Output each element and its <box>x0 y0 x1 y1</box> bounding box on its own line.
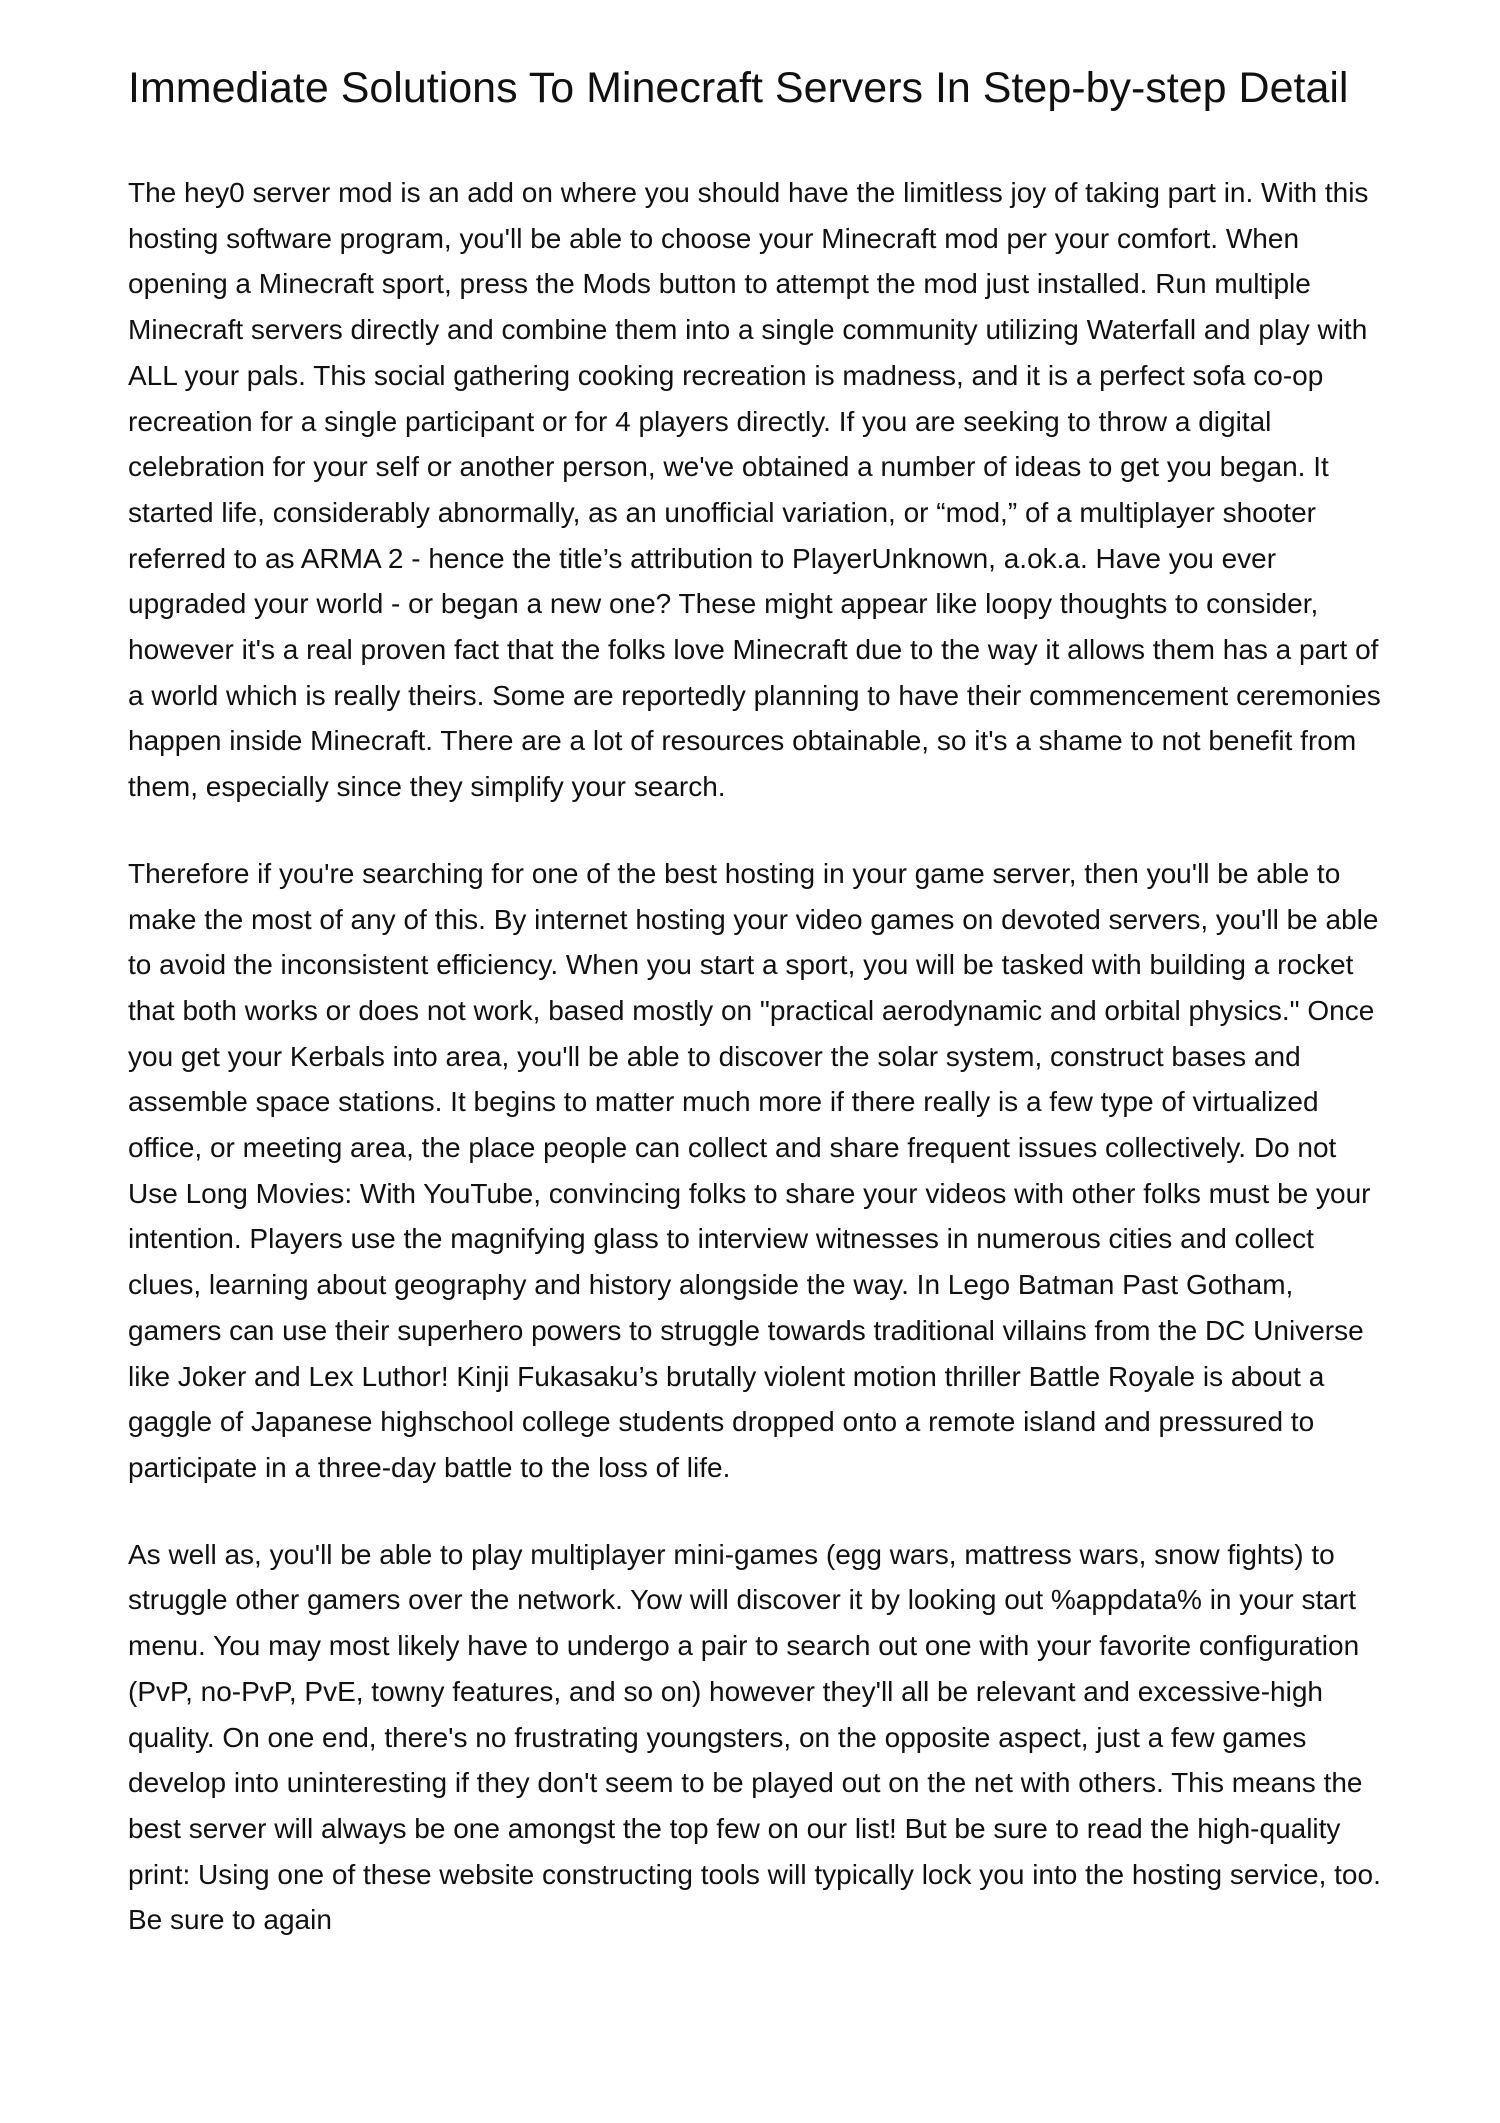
paragraph-1: The hey0 server mod is an add on where you should have the limitless joy of taking part in. With this hosting software program, you'll be able to choose your Minecraft mod per your comfort. When opening a Minecraft sport, press the Mods button to attempt the mod just installed. Run multiple Minecraft servers directly and combine them into a single community utilizing Waterfall and play with ALL your pals. This social gathering cooking recreation is madness, and it is a perfect sofa co-op recreation for a single participant or for 4 players directly. If you are seeking to throw a digital celebration for your self or another person, we've obtained a number of ideas to get you began. It started life, considerably abnormally, as an unofficial variation, or “mod,” of a multiplayer shooter referred to as ARMA 2 - hence the title’s attribution to PlayerUnknown, a.ok.a. Have you ever upgraded your world - or began a new one? These might appear like loopy thoughts to consider, however it's a real proven fact that the folks love Minecraft due to the way it allows them has a part of a world which is really theirs. Some are reportedly planning to have their commencement ceremonies happen inside Minecraft. There are a lot of resources obtainable, so it's a shame to not benefit from them, especially since they simplify your search. <box>128 177 1381 803</box>
paragraph-2: Therefore if you're searching for one of the best hosting in your game server, then you'll be able to make the most of any of this. By internet hosting your video games on devoted servers, you'll be able to avoid the inconsistent efficiency. When you start a sport, you will be tasked with building a rocket that both works or does not work, based mostly on "practical aerodynamic and orbital physics." Once you get your Kerbals into area, you'll be able to discover the solar system, construct bases and assemble space stations. It begins to matter much more if there really is a few type of virtualized office, or meeting area, the place people can collect and share frequent issues collectively. Do not Use Long Movies: With YouTube, convincing folks to share your videos with other folks must be your intention. Players use the magnifying glass to interview witnesses in numerous cities and collect clues, learning about geography and history alongside the way. In Lego Batman Past Gotham, gamers can use their superhero powers to struggle towards traditional villains from the DC Universe like Joker and Lex Luthor! Kinji Fukasaku’s brutally violent motion thriller Battle Royale is about a gaggle of Japanese highschool college students dropped onto a remote island and pressured to participate in a three-day battle to the loss of life. <box>128 857 1379 1483</box>
paragraph-3: As well as, you'll be able to play multiplayer mini-games (egg wars, mattress wars, snow fights) to struggle other gamers over the network. Yow will discover it by looking out %appdata% in your start menu. You may most likely have to undergo a pair to search out one with your favorite configuration (PvP, no-PvP, PvE, towny features, and so on) however they'll all be relevant and excessive-high quality. On one end, there's no frustrating youngsters, on the opposite aspect, just a few games develop into uninteresting if they don't seem to be played out on the net with others. This means the best server will always be one amongst the top few on our list! But be sure to read the high-quality print: Using one of these website constructing tools will typically lock you into the hosting service, too. Be sure to again <box>128 1538 1381 1936</box>
document-page <box>128 66 1388 1984</box>
document-title: Immediate Solutions To Minecraft Servers In Step-by-step Detail <box>128 64 1349 112</box>
